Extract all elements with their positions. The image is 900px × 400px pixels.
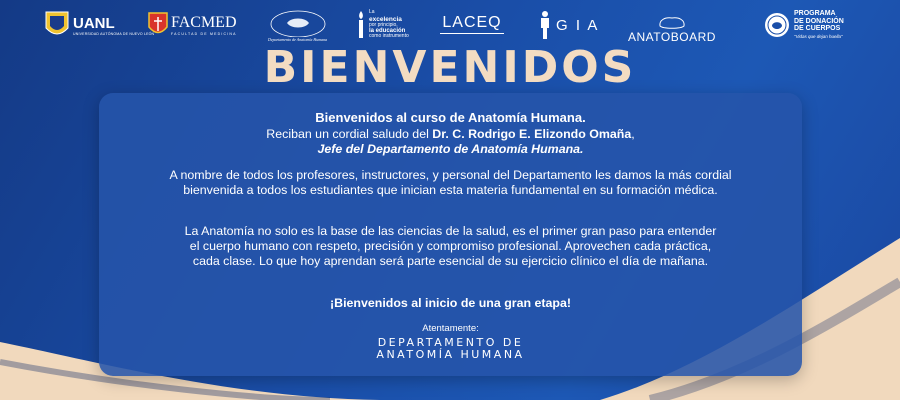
director-name: Dr. C. Rodrigo E. Elizondo Omaña — [432, 127, 632, 141]
donacion-tagline: "Vidas que dejan huella" — [794, 33, 843, 39]
page-title: BIENVENIDOS — [263, 42, 637, 93]
uanl-logo — [44, 6, 154, 44]
facmed-logo — [148, 6, 237, 44]
facmed-shield-icon — [148, 12, 168, 38]
anatomy-dept-logo — [268, 6, 327, 44]
laceq-underline — [440, 32, 504, 36]
donacion-line1: PROGRAMA — [794, 10, 836, 17]
department-line-1: DEPARTAMENTO DE — [377, 336, 524, 349]
facmed-caption: FACULTAD DE MEDICINA — [171, 32, 237, 36]
welcome-paragraph-2: La Anatomía no solo es la base de las ciencias de la salud, es el primer gran paso para entender el cuerpo humano con respeto, precisión y compromiso profesional. Aprovechen cada práctica, cada clase. Lo que hoy aprendan será parte esencial de su ejercicio clínico el día de mañana. — [184, 224, 717, 268]
laceq-logo — [440, 6, 504, 44]
anatomy-dept-caption: Departamento de Anatomía Humana — [268, 36, 328, 42]
anatoboard-name: ANATOBOARD — [628, 30, 716, 44]
excelencia-line3: por principio, — [369, 21, 398, 28]
welcome-paragraph-1: A nombre de todos los profesores, instructores, y personal del Departamento les damos la más cordial bienvenida a todos los estudiantes que inician esta materia fundamental en su formación médica. — [169, 168, 732, 197]
excelencia-line5: como instrumento — [369, 33, 409, 40]
excelencia-logo — [356, 6, 409, 44]
department-line-2: ANATOMÍA HUMANA — [376, 348, 525, 361]
donacion-line3: DE CUERPOS — [794, 25, 841, 32]
excelencia-line1: La — [369, 9, 375, 16]
greeting-prefix: Reciban un cordial saludo del — [266, 127, 433, 141]
welcome-message-card — [99, 93, 802, 376]
uanl-shield-icon — [44, 10, 70, 40]
torch-icon — [356, 10, 366, 40]
excelencia-line2: excelencia — [369, 15, 402, 23]
brain-icon — [657, 16, 687, 30]
uanl-caption: UNIVERSIDAD AUTÓNOMA DE NUEVO LEÓN — [73, 31, 155, 36]
anatomy-seal-icon — [269, 9, 327, 37]
course-welcome-title: Bienvenidos al curso de Anatomía Humana. — [315, 110, 586, 125]
gia-name: G I A — [556, 16, 600, 34]
laceq-name: LACEQ — [442, 14, 502, 31]
department-signature — [99, 337, 802, 361]
director-role: Jefe del Departamento de Anatomía Humana. — [317, 142, 584, 156]
facmed-name: FACMED — [171, 14, 237, 31]
sign-off: Atentamente: — [422, 323, 479, 334]
donacion-logo — [763, 6, 844, 44]
greeting-line — [99, 127, 802, 142]
donacion-line2: DE DONACIÓN — [794, 17, 844, 25]
excelencia-line4: la educación — [369, 27, 406, 34]
partner-logos-bar — [0, 6, 900, 44]
human-figure-icon — [538, 10, 552, 40]
anatoboard-logo — [628, 6, 716, 44]
gia-logo — [538, 6, 599, 44]
greeting-suffix: , — [631, 127, 635, 141]
donation-seal-icon — [763, 11, 791, 39]
closing-line: ¡Bienvenidos al inicio de una gran etapa! — [330, 296, 571, 310]
uanl-name: UANL — [73, 14, 115, 32]
